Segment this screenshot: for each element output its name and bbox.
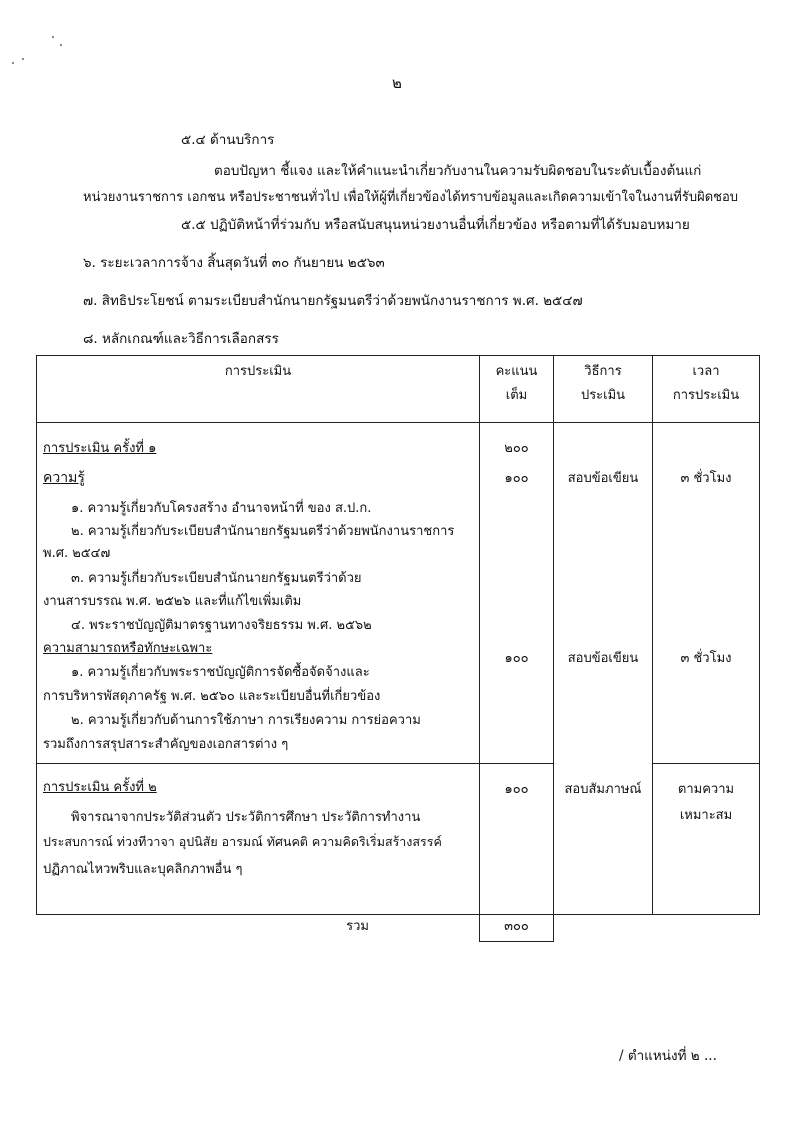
- scan-speck: [22, 58, 24, 60]
- skills-item: ๑. ความรู้เกี่ยวกับพระราชบัญญัติการจัดซื้อจัดจ้างและ: [71, 665, 370, 680]
- section-8: ๘. หลักเกณฑ์และวิธีการเลือกสรร: [83, 331, 279, 347]
- round2-title: การประเมิน ครั้งที่ ๒: [43, 780, 157, 795]
- round2-score-cell: [480, 764, 554, 915]
- service-heading: ๕.๔ ด้านบริการ: [181, 132, 275, 148]
- knowledge-item: ๔. พระราชบัญญัติมาตรฐานทางจริยธรรม พ.ศ. ๒๕๖๒: [71, 618, 372, 633]
- knowledge-item: ๓. ความรู้เกี่ยวกับระเบียบสำนักนายกรัฐมนตรีว่าด้วย: [71, 571, 362, 586]
- skills-item: รวมถึงการสรุปสาระสำคัญของเอกสารต่าง ๆ: [43, 737, 289, 752]
- round2-line: พิจารณาจากประวัติส่วนตัว ประวัติการศึกษา ประวัติการทำงาน: [71, 810, 421, 825]
- round2-time-cell: [653, 764, 760, 915]
- round2-time: ตามความ: [677, 782, 735, 797]
- round1-cell: [37, 423, 480, 764]
- round1-time-cell: [653, 423, 760, 764]
- round1-method-cell: [554, 423, 653, 764]
- scan-speck: [52, 36, 54, 38]
- section-6: ๖. ระยะเวลาการจ้าง สิ้นสุดวันที่ ๓๐ กันยายน ๒๕๖๓: [83, 255, 385, 271]
- knowledge-item: ๒. ความรู้เกี่ยวกับระเบียบสำนักนายกรัฐมนตรีว่าด้วยพนักงานราชการ: [71, 524, 455, 539]
- total-row: [37, 915, 760, 942]
- knowledge-time: ๓ ชั่วโมง: [680, 471, 732, 486]
- skills-method: สอบข้อเขียน: [567, 651, 639, 666]
- empty-cell: [554, 915, 653, 942]
- round1-total-score: ๒๐๐: [504, 441, 529, 456]
- skills-item: ๒. ความรู้เกี่ยวกับด้านการใช้ภาษา การเรียงความ การย่อความ: [71, 713, 421, 728]
- skills-time: ๓ ชั่วโมง: [680, 651, 732, 666]
- header-method: วิธีการ ประเมิน: [554, 356, 653, 423]
- round2-cell: [37, 764, 480, 915]
- skills-title: ความสามารถหรือทักษะเฉพาะ: [43, 641, 213, 656]
- knowledge-item: พ.ศ. ๒๕๔๗: [43, 546, 111, 561]
- round2-method: สอบสัมภาษณ์: [564, 781, 642, 797]
- footer-note: / ตำแหน่งที่ ๒ ...: [619, 1048, 717, 1064]
- knowledge-item: ๑. ความรู้เกี่ยวกับโครงสร้าง อำนาจหน้าที่ ของ ส.ป.ก.: [71, 501, 372, 516]
- section-7: ๗. สิทธิประโยชน์ ตามระเบียบสำนักนายกรัฐมนตรีว่าด้วยพนักงานราชการ พ.ศ. ๒๕๔๗: [83, 293, 583, 309]
- header-time: เวลา การประเมิน: [653, 356, 760, 423]
- skills-score: ๑๐๐: [504, 651, 529, 666]
- round1-score-cell: [480, 423, 554, 764]
- round2-line: ประสบการณ์ ท่วงทีวาจา อุปนิสัย อารมณ์ ทัศนคติ ความคิดริเริ่มสร้างสรรค์: [43, 834, 442, 849]
- scan-speck: [60, 44, 62, 46]
- scan-speck: [12, 62, 14, 64]
- round2-line: ปฏิภาณไหวพริบและบุคลิกภาพอื่น ๆ: [43, 862, 243, 877]
- item-5-5: ๕.๕ ปฏิบัติหน้าที่ร่วมกับ หรือสนับสนุนหน่วยงานอื่นที่เกี่ยวข้อง หรือตามที่ได้รับมอบหมาย: [181, 217, 690, 233]
- total-score: ๓๐๐: [480, 915, 554, 942]
- assessment-table: [36, 355, 760, 942]
- table-row: [37, 764, 760, 915]
- table-row: [37, 423, 760, 764]
- knowledge-title: ความรู้: [43, 470, 85, 486]
- service-line-1: ตอบปัญหา ชี้แจง และให้คำแนะนำเกี่ยวกับงานในความรับผิดชอบในระดับเบื้องต้นแก่: [214, 163, 702, 179]
- round1-title: การประเมิน ครั้งที่ ๑: [43, 441, 157, 456]
- skills-item: การบริหารพัสดุภาครัฐ พ.ศ. ๒๕๖๐ และระเบียบอื่นที่เกี่ยวข้อง: [43, 689, 381, 704]
- total-label: รวม: [346, 919, 369, 934]
- knowledge-method: สอบข้อเขียน: [567, 471, 639, 486]
- round2-time-2: เหมาะสม: [679, 808, 733, 823]
- round2-method-cell: [554, 764, 653, 915]
- knowledge-item: งานสารบรรณ พ.ศ. ๒๕๒๖ และที่แก้ไขเพิ่มเติม: [43, 594, 302, 609]
- page-number: ๒: [392, 74, 402, 92]
- table-header-row: [37, 356, 760, 423]
- header-full-score: คะแนน เต็ม: [480, 356, 554, 423]
- empty-cell: [653, 915, 760, 942]
- header-assessment: การประเมิน: [37, 356, 480, 423]
- round2-score: ๑๐๐: [504, 782, 529, 797]
- knowledge-score: ๑๐๐: [504, 471, 529, 486]
- service-line-2: หน่วยงานราชการ เอกชน หรือประชาชนทั่วไป เพื่อให้ผู้ที่เกี่ยวข้องได้ทราบข้อมูลและเกิดความเข้าใจในงานที่รับผิดชอบ: [83, 190, 739, 205]
